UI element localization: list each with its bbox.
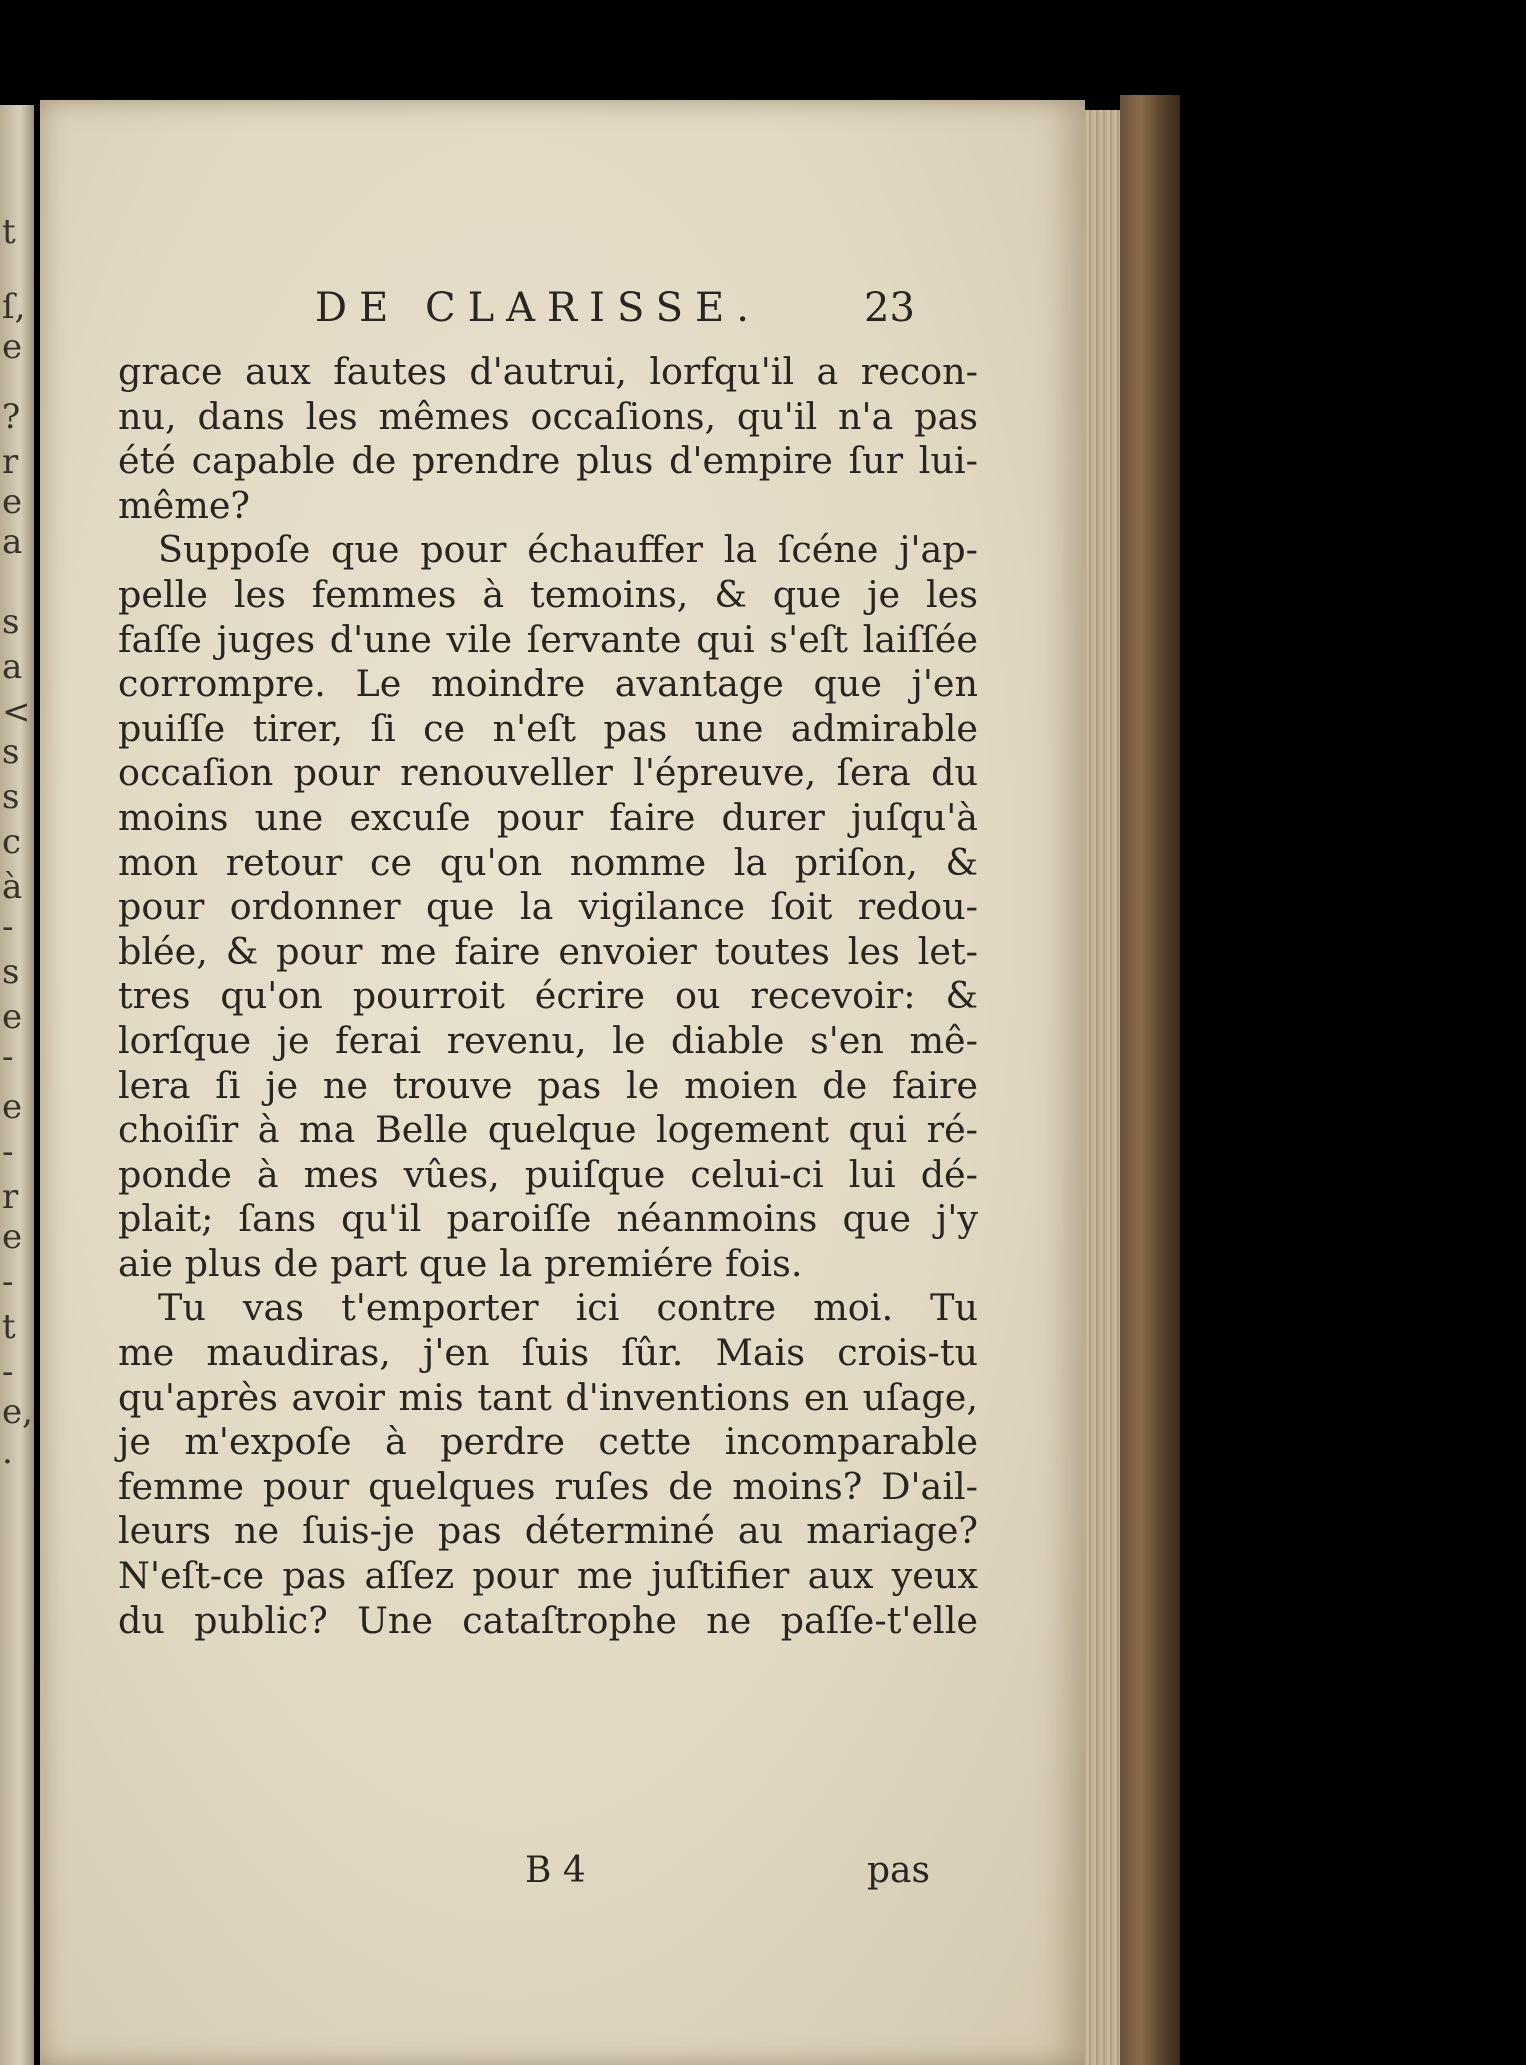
catchword: pas xyxy=(867,1850,930,1891)
text-line: mon retour ce qu'on nomme la priſon, & xyxy=(118,840,978,884)
text-line: pour ordonner que la vigilance ſoit redou- xyxy=(118,885,978,929)
margin-char: t xyxy=(2,1307,16,1347)
margin-char: a xyxy=(2,522,23,562)
margin-char: e xyxy=(2,1087,23,1127)
margin-char: r xyxy=(2,1177,19,1217)
signature-mark: B 4 xyxy=(525,1850,586,1891)
margin-char: < xyxy=(2,692,31,732)
text-line: pelle les femmes à temoins, & que je les xyxy=(118,572,978,616)
text-line: aie plus de part que la premiére fois. xyxy=(118,1241,803,1285)
margin-char: e xyxy=(2,482,23,522)
text-line: ponde à mes vûes, puiſque celui-ci lui dé- xyxy=(118,1152,978,1196)
margin-char: . xyxy=(2,1432,13,1472)
margin-char: s xyxy=(2,777,20,817)
margin-char: e xyxy=(2,327,23,367)
text-line: me maudiras, j'en ſuis ſûr. Mais crois-tu xyxy=(118,1331,978,1375)
text-line: moins une excuſe pour faire durer juſqu'à xyxy=(118,795,978,839)
page-stack-edge xyxy=(1085,110,1125,2065)
margin-char: - xyxy=(2,1262,14,1302)
margin-char: - xyxy=(2,1132,14,1172)
text-line: corrompre. Le moindre avantage que j'en xyxy=(118,662,978,706)
text-line: je m'expoſe à perdre cette incomparable xyxy=(118,1420,978,1464)
text-line: Tu vas t'emporter ici contre moi. Tu xyxy=(158,1286,978,1330)
text-line: nu, dans les mêmes occaſions, qu'il n'a pas xyxy=(118,394,978,438)
page-header xyxy=(40,285,1085,345)
text-line: qu'après avoir mis tant d'inventions en uſage, xyxy=(118,1375,978,1419)
text-line: tres qu'on pourroit écrire ou recevoir: & xyxy=(118,974,978,1018)
text-line: du public? Une cataſtrophe ne paſſe-t'elle xyxy=(118,1598,978,1642)
margin-char: c xyxy=(2,822,22,862)
text-line: plait; ſans qu'il paroiſſe néanmoins que j'y xyxy=(118,1197,978,1241)
text-line: lera ſi je ne trouve pas le moien de faire xyxy=(118,1063,978,1107)
text-line: leurs ne ſuis-je pas déterminé au mariage? xyxy=(118,1509,978,1553)
margin-char: e xyxy=(2,1217,23,1257)
page-number: 23 xyxy=(864,285,915,331)
text-line: même? xyxy=(118,483,250,527)
margin-char: - xyxy=(2,1037,14,1077)
previous-page-margin xyxy=(0,105,34,2065)
margin-char: - xyxy=(2,1352,14,1392)
text-line: choiſir à ma Belle quelque logement qui ré- xyxy=(118,1108,978,1152)
margin-char: à xyxy=(2,867,23,907)
text-line: puiſſe tirer, ſi ce n'eſt pas une admirable xyxy=(118,706,978,750)
margin-char: s xyxy=(2,952,20,992)
text-line: grace aux fautes d'autrui, lorfqu'il a recon- xyxy=(118,350,978,393)
book-page xyxy=(40,100,1085,2065)
book-binding xyxy=(1120,95,1180,2065)
margin-char: s xyxy=(2,732,20,772)
margin-char: ? xyxy=(2,397,21,437)
page-body xyxy=(118,350,978,1643)
margin-char: s xyxy=(2,602,20,642)
text-line: lorſque je ferai revenu, le diable s'en mê- xyxy=(118,1018,978,1062)
margin-char: - xyxy=(2,907,14,947)
margin-char: ſ, xyxy=(2,287,26,327)
page-footer xyxy=(40,1850,1085,1900)
text-line: femme pour quelques ruſes de moins? D'ail- xyxy=(118,1464,978,1508)
margin-char: e xyxy=(2,997,23,1037)
running-title: DE CLARISSE. xyxy=(315,285,761,331)
margin-char: a xyxy=(2,647,23,687)
text-line: Suppoſe que pour échauffer la ſcéne j'ap- xyxy=(158,528,978,572)
text-line: N'eſt-ce pas aſſez pour me juſtifier aux yeux xyxy=(118,1554,978,1598)
margin-char: r xyxy=(2,442,19,482)
text-line: été capable de prendre plus d'empire ſur lui- xyxy=(118,439,978,483)
text-line: faſſe juges d'une vile ſervante qui s'eſt laiſſée xyxy=(118,617,978,661)
margin-char: t xyxy=(2,212,16,252)
text-line: occaſion pour renouveller l'épreuve, ſera du xyxy=(118,751,978,795)
margin-char: e, xyxy=(2,1392,33,1432)
text-line: blée, & pour me faire envoier toutes les let- xyxy=(118,929,978,973)
